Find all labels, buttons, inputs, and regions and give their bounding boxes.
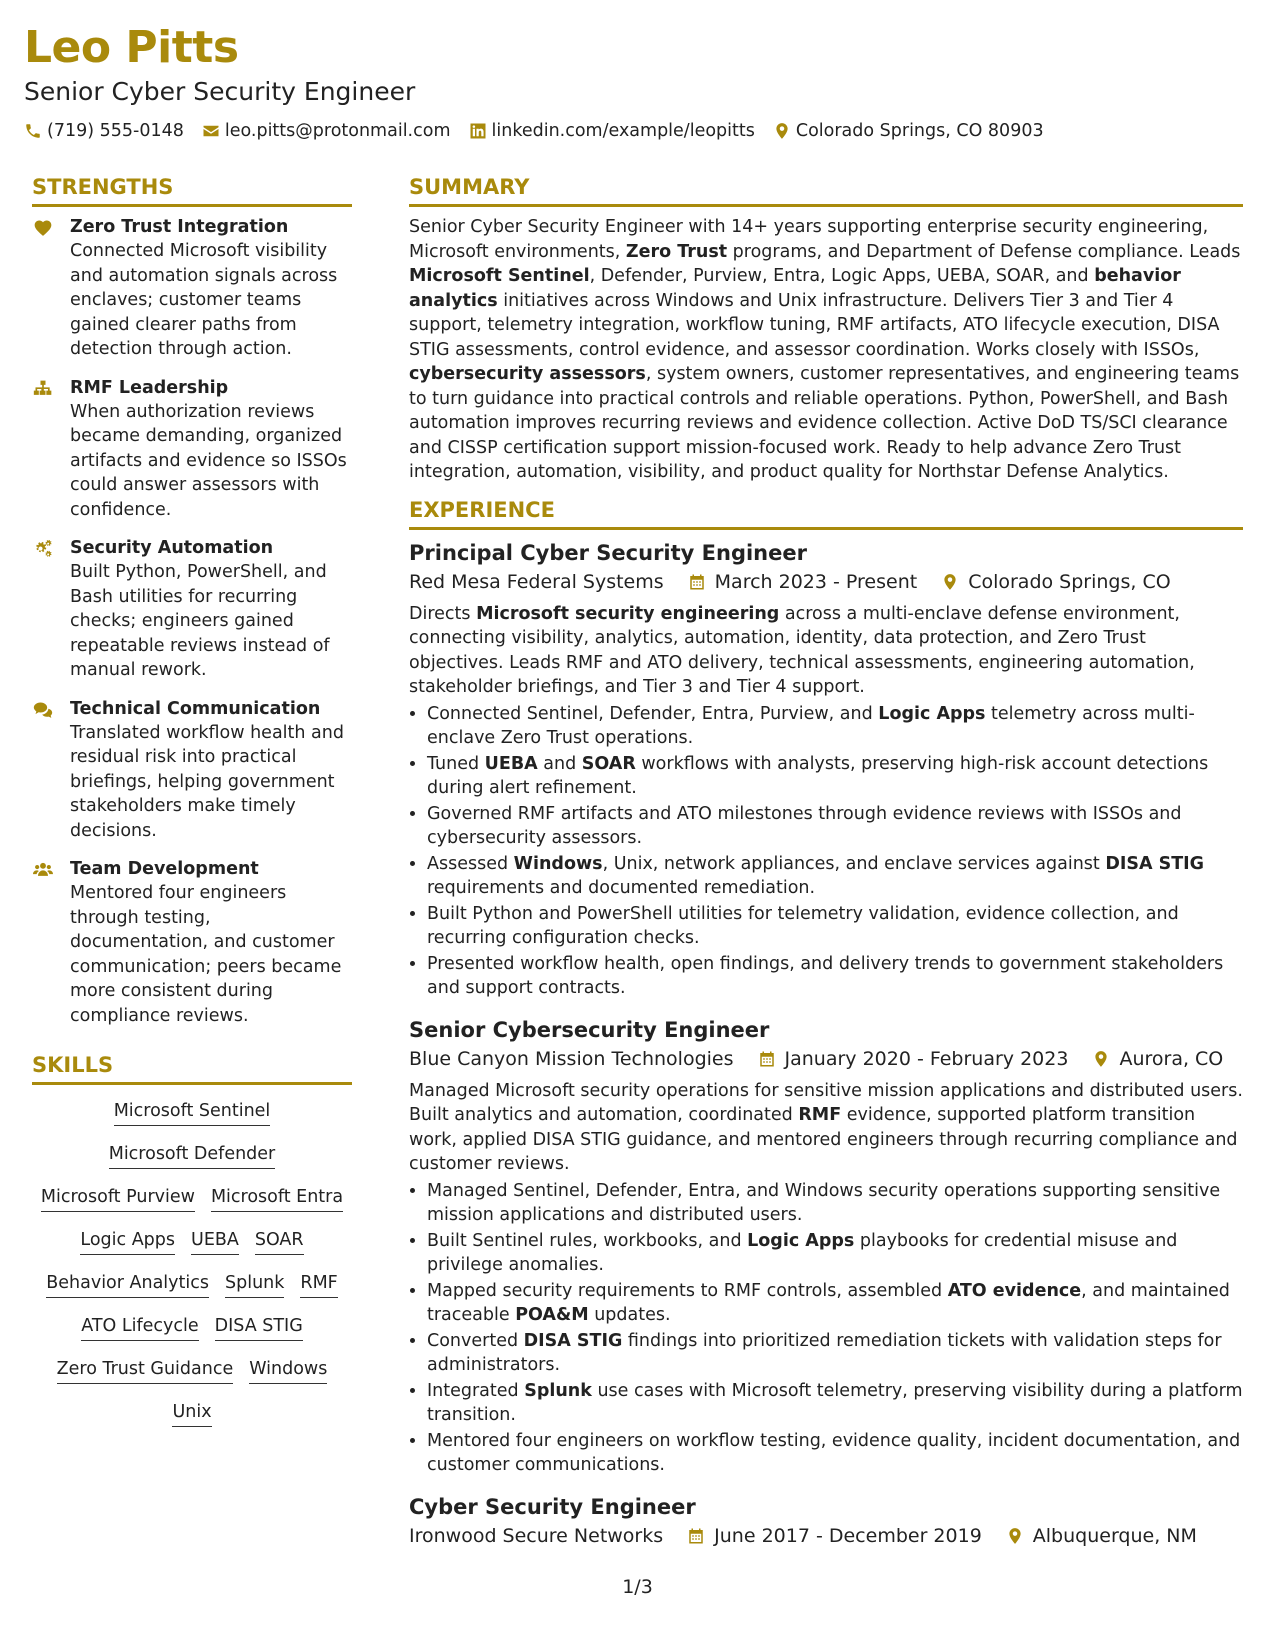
linkedin-text[interactable]: linkedin.com/example/leopitts <box>491 121 755 141</box>
company-name: Ironwood Secure Networks <box>409 1524 664 1547</box>
job-dates: June 2017 - December 2019 <box>714 1524 982 1547</box>
job-entry <box>409 1492 1243 1550</box>
location-text: Colorado Springs, CO 80903 <box>795 121 1044 141</box>
strengths-heading: STRENGTHS <box>32 172 352 207</box>
skill-tag: Unix <box>172 1400 211 1427</box>
strength-description: Connected Microsoft visibility and automation signals across enclaves; customer teams gained clearer paths from detection through action. <box>70 241 338 359</box>
map-pin-icon <box>941 573 959 591</box>
strength-icon-wrap <box>32 215 70 362</box>
linkedin-icon <box>469 122 487 140</box>
company-name: Red Mesa Federal Systems <box>409 570 664 593</box>
skill-tag: SOAR <box>255 1228 304 1255</box>
skills-row <box>32 1185 352 1212</box>
text-run: Converted <box>427 1330 524 1351</box>
text-run: Senior Cyber Security Engineer with 14+ years supporting enterprise security engineering, Microsoft environments, <box>409 217 1209 262</box>
text-run: Assessed <box>427 853 514 874</box>
resume-header <box>24 22 1235 143</box>
text-run: Connected Sentinel, Defender, Entra, Purview, and <box>427 703 879 724</box>
job-bullets <box>409 1179 1243 1478</box>
strengths-list <box>32 215 352 1028</box>
text-run: , Unix, network appliances, and enclave services against <box>602 853 1106 874</box>
text-run: updates. <box>588 1305 671 1325</box>
strength-body <box>70 536 352 683</box>
strength-icon-wrap <box>32 857 70 1028</box>
text-run: Integrated <box>427 1380 525 1401</box>
strength-name: Technical Communication <box>70 698 321 719</box>
skill-tag: Microsoft Sentinel <box>114 1099 271 1126</box>
strength-body <box>70 215 352 362</box>
experience-list <box>409 538 1243 1550</box>
text-run: Mapped security requirements to RMF controls, assembled <box>427 1280 948 1301</box>
skill-tag: Windows <box>249 1357 327 1384</box>
text-run: playbooks for credential misuse and privilege anomalies. <box>427 1230 1178 1275</box>
bold-text: Splunk <box>524 1380 592 1401</box>
contact-phone <box>24 119 184 143</box>
bold-text: RMF <box>798 1105 842 1125</box>
bullet-item <box>427 702 1243 751</box>
bullet-item <box>427 1179 1243 1228</box>
text-run: and <box>537 753 582 774</box>
experience-heading: EXPERIENCE <box>409 495 1243 530</box>
candidate-name: Leo Pitts <box>24 22 239 73</box>
bullet-item <box>427 852 1243 901</box>
bold-text: Zero Trust <box>625 241 728 262</box>
skills-row <box>32 1271 352 1298</box>
bold-text: behavior analytics <box>409 266 1181 311</box>
job-entry <box>409 538 1243 1001</box>
bullet-item <box>427 1229 1243 1278</box>
bullet-item <box>427 752 1243 801</box>
bullet-item <box>427 1329 1243 1378</box>
calendar-icon <box>687 1527 705 1545</box>
job-description <box>409 602 1243 700</box>
candidate-title: Senior Cyber Security Engineer <box>24 77 416 106</box>
text-run: programs, and Department of Defense compliance. Leads <box>727 241 1241 262</box>
skill-tag: Zero Trust Guidance <box>57 1357 234 1384</box>
sitemap-icon <box>32 379 54 399</box>
summary-heading: SUMMARY <box>409 172 1243 207</box>
job-dates: March 2023 - Present <box>714 570 918 593</box>
skills-row <box>32 1357 352 1384</box>
job-location: Aurora, CO <box>1119 1047 1224 1070</box>
strength-item <box>32 857 352 1028</box>
text-run: evidence, supported platform transition work, applied DISA STIG guidance, and mentored engineers through recurring compliance and customer reviews. <box>409 1105 1238 1174</box>
calendar-icon <box>688 573 706 591</box>
strength-body <box>70 376 352 523</box>
strength-description: When authorization reviews became demanding, organized artifacts and evidence so ISSOs could answer assessors with confidence. <box>70 401 347 520</box>
bold-text: UEBA <box>484 753 538 774</box>
strength-item <box>32 376 352 523</box>
users-icon <box>32 860 54 880</box>
text-run: Governed RMF artifacts and ATO milestones through evidence reviews with ISSOs and cybersecurity assessors. <box>427 803 1182 848</box>
strength-name: Zero Trust Integration <box>70 217 289 237</box>
text-run: Built Python and PowerShell utilities for telemetry validation, evidence collection, and recurring configuration checks. <box>427 903 1179 948</box>
bullet-item <box>427 1279 1243 1328</box>
map-pin-icon <box>1092 1050 1110 1068</box>
strength-description: Built Python, PowerShell, and Bash utilities for recurring checks; engineers gained repeatable reviews instead of manual rework. <box>70 562 330 680</box>
text-run: Tuned <box>427 753 485 774</box>
text-run: initiatives across Windows and Unix infrastructure. Delivers Tier 3 and Tier 4 support, telemetry integration, workflow tuning, RMF artifacts, ATO lifecycle execution, DISA STIG assessments, control evidence, and assessor coordination. Works closely with ISSOs, <box>409 290 1220 360</box>
bold-text: Microsoft security engineering <box>476 603 780 624</box>
job-entry <box>409 1015 1243 1478</box>
skills-row <box>32 1099 352 1126</box>
bold-text: Microsoft Sentinel <box>409 266 590 286</box>
text-run: telemetry across multi-enclave Zero Trust operations. <box>427 703 1195 748</box>
skills-row <box>32 1142 352 1169</box>
strength-icon-wrap <box>32 697 70 844</box>
contact-location <box>773 119 1044 143</box>
bold-text: Logic Apps <box>878 703 986 724</box>
bold-text: ATO evidence <box>947 1280 1082 1301</box>
bullet-item <box>427 1379 1243 1428</box>
strength-body <box>70 857 352 1028</box>
cogs-icon <box>32 539 54 559</box>
text-run: Managed Sentinel, Defender, Entra, and Windows security operations supporting sensitive mission applications and distributed users. <box>427 1180 1221 1225</box>
job-dates: January 2020 - February 2023 <box>784 1047 1069 1070</box>
map-pin-icon <box>773 122 791 140</box>
text-run: findings into prioritized remediation tickets with validation steps for administrators. <box>427 1330 1222 1375</box>
strength-name: Team Development <box>70 859 259 879</box>
bold-text: DISA STIG <box>1105 853 1205 874</box>
text-run: across a multi-enclave defense environment, connecting visibility, analytics, automation, identity, data protection, and Zero Trust objectives. Leads RMF and ATO delivery, technical assessments, engineering automation, stakeholder briefings, and Tier 3 and Tier 4 support. <box>409 603 1195 697</box>
bullet-item <box>427 952 1243 1001</box>
email-text[interactable]: leo.pitts@protonmail.com <box>224 121 451 141</box>
skills-row <box>32 1228 352 1255</box>
bold-text: POA&M <box>515 1305 589 1325</box>
job-description <box>409 1079 1243 1177</box>
heart-icon <box>32 218 54 238</box>
contact-linkedin[interactable] <box>469 119 755 143</box>
strength-body <box>70 697 352 844</box>
strength-description: Mentored four engineers through testing, documentation, and customer communication; peers became more consistent during compliance reviews. <box>70 883 342 1026</box>
left-column <box>32 172 352 1443</box>
right-column <box>409 172 1243 1564</box>
phone-text: (719) 555-0148 <box>47 121 184 141</box>
contact-bar <box>24 119 1235 143</box>
job-meta <box>409 1522 1243 1550</box>
company-name: Blue Canyon Mission Technologies <box>409 1047 734 1070</box>
strength-icon-wrap <box>32 536 70 683</box>
text-run: requirements and documented remediation. <box>427 878 816 898</box>
job-bullets <box>409 702 1243 1001</box>
job-title: Senior Cybersecurity Engineer <box>409 1017 770 1042</box>
job-location: Colorado Springs, CO <box>968 570 1171 593</box>
skill-tag: Microsoft Entra <box>211 1185 343 1212</box>
job-title: Cyber Security Engineer <box>409 1494 696 1519</box>
bold-text: SOAR <box>581 753 636 774</box>
text-run: use cases with Microsoft telemetry, preserving visibility during a platform transition. <box>427 1380 1243 1425</box>
bold-text: Windows <box>513 853 603 874</box>
job-title: Principal Cyber Security Engineer <box>409 540 807 565</box>
comments-icon <box>32 700 54 720</box>
job-meta <box>409 568 1243 596</box>
skill-tag: RMF <box>300 1271 337 1298</box>
strength-name: Security Automation <box>70 538 274 558</box>
bullet-item <box>427 802 1243 851</box>
strength-item <box>32 215 352 362</box>
text-run: workflows with analysts, preserving high-risk account detections during alert refinement. <box>427 753 1209 798</box>
map-pin-icon <box>1006 1527 1024 1545</box>
strength-icon-wrap <box>32 376 70 523</box>
envelope-icon <box>202 122 220 140</box>
skill-tag: UEBA <box>191 1228 239 1255</box>
phone-icon <box>24 122 42 140</box>
skill-tag: Microsoft Purview <box>41 1185 195 1212</box>
bold-text: cybersecurity assessors <box>409 364 646 384</box>
text-run: , and maintained traceable <box>427 1280 1230 1325</box>
page-number: 1/3 <box>622 1576 653 1598</box>
skill-tag: Behavior Analytics <box>46 1271 209 1298</box>
text-run: Presented workflow health, open findings, and delivery trends to government stakeholders and support contracts. <box>427 953 1224 998</box>
bullet-item <box>427 1429 1243 1478</box>
strength-name: RMF Leadership <box>70 377 229 398</box>
skills-row <box>32 1400 352 1427</box>
text-run: , Defender, Purview, Entra, Logic Apps, UEBA, SOAR, and <box>589 266 1095 286</box>
bold-text: Logic Apps <box>747 1230 855 1251</box>
calendar-icon <box>758 1050 776 1068</box>
skill-tag: ATO Lifecycle <box>81 1314 198 1341</box>
skill-tag: Logic Apps <box>80 1228 175 1255</box>
skills-heading: SKILLS <box>32 1050 352 1085</box>
bullet-item <box>427 902 1243 951</box>
strength-item <box>32 536 352 683</box>
text-run: , system owners, customer representatives, and engineering teams to turn guidance into practical controls and reliable operations. Python, PowerShell, and Bash automation improves recurring reviews and evidence collection. Active DoD TS/SCI clearance and CISSP certification support mission-focused work. Ready to help advance Zero Trust integration, automation, visibility, and product quality for Northstar Defense Analytics. <box>409 364 1240 482</box>
skill-tag: DISA STIG <box>215 1314 303 1341</box>
text-run: Built Sentinel rules, workbooks, and <box>427 1230 748 1251</box>
strength-item <box>32 697 352 844</box>
contact-email[interactable] <box>202 119 451 143</box>
skill-tag: Microsoft Defender <box>109 1142 276 1169</box>
bold-text: DISA STIG <box>523 1330 623 1351</box>
text-run: Directs <box>409 603 477 624</box>
skills-list <box>32 1093 352 1427</box>
job-location: Albuquerque, NM <box>1032 1524 1197 1547</box>
summary-text <box>409 215 1243 485</box>
text-run: Managed Microsoft security operations for sensitive mission applications and distributed users. Built analytics and automation, coordinated <box>409 1080 1243 1125</box>
strength-description: Translated workflow health and residual risk into practical briefings, helping government stakeholders make timely decisions. <box>70 722 344 841</box>
text-run: Mentored four engineers on workflow testing, evidence quality, incident documentation, and customer communications. <box>427 1430 1241 1475</box>
skills-row <box>32 1314 352 1341</box>
job-meta <box>409 1045 1243 1073</box>
skill-tag: Splunk <box>225 1271 284 1298</box>
